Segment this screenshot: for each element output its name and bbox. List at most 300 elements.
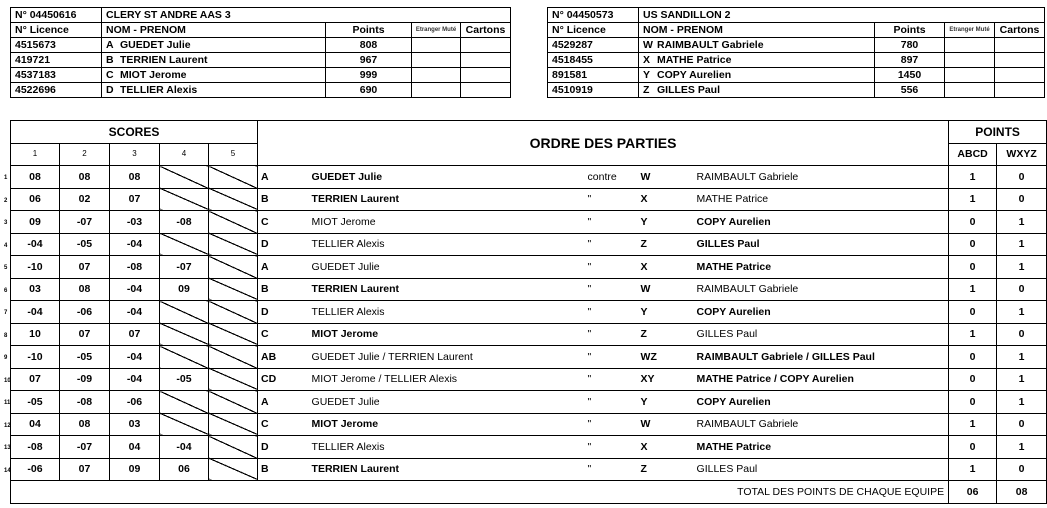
left-player-name: TELLIER Alexis	[312, 301, 588, 324]
match-row	[11, 391, 1047, 414]
match-row	[11, 458, 1047, 481]
team-left-table	[10, 7, 511, 98]
left-player-name: TERRIEN Laurent	[312, 278, 588, 301]
player-licence: 4510919	[548, 83, 639, 98]
ordre-title: ORDRE DES PARTIES	[258, 121, 949, 166]
versus-label: "	[588, 368, 641, 391]
left-player-letter: A	[258, 166, 312, 189]
set-score	[4, 278, 60, 301]
set-score: -07	[60, 211, 110, 234]
team-right-name: US SANDILLON 2	[639, 8, 1045, 23]
set-score	[4, 413, 60, 436]
points-abcd: 0	[949, 256, 997, 279]
col-name: NOM - PRENOM	[639, 23, 875, 38]
set-score: 07	[60, 256, 110, 279]
player-etranger	[945, 83, 995, 98]
empty-set-cell	[209, 323, 258, 346]
versus-label: "	[588, 301, 641, 324]
player-points: 808	[326, 38, 412, 53]
set-score	[4, 323, 60, 346]
team-right-table	[547, 7, 1045, 98]
match-row	[11, 166, 1047, 189]
player-name: GUEDET Julie	[120, 39, 191, 51]
player-points: 780	[875, 38, 945, 53]
player-etranger	[945, 53, 995, 68]
set-score: -06	[110, 391, 160, 414]
versus-label: "	[588, 256, 641, 279]
player-name-cell	[639, 68, 875, 83]
col-licence: N° Licence	[11, 23, 102, 38]
player-licence: 4537183	[11, 68, 102, 83]
match-number: 1	[4, 175, 8, 181]
player-licence: 4522696	[11, 83, 102, 98]
points-abcd: 0	[949, 391, 997, 414]
match-row	[11, 233, 1047, 256]
left-player-name: MIOT Jerome / TELLIER Alexis	[312, 368, 588, 391]
points-col-abcd: ABCD	[949, 143, 997, 166]
versus-label: "	[588, 188, 641, 211]
col-etranger: Etranger Muté	[412, 23, 461, 38]
set-score	[4, 346, 60, 369]
set-score: -06	[60, 301, 110, 324]
set-score: -04	[110, 301, 160, 324]
right-player-name: GILLES Paul	[697, 458, 949, 481]
empty-set-cell	[160, 323, 209, 346]
points-abcd: 0	[949, 233, 997, 256]
col-licence: N° Licence	[548, 23, 639, 38]
set-score: -07	[60, 436, 110, 459]
player-points: 690	[326, 83, 412, 98]
right-player-letter: Y	[641, 301, 697, 324]
player-cartons	[461, 68, 511, 83]
player-etranger	[412, 68, 461, 83]
set-score	[4, 256, 60, 279]
player-cartons	[461, 83, 511, 98]
match-number: 3	[4, 220, 8, 226]
col-points: Points	[326, 23, 412, 38]
match-row	[11, 211, 1047, 234]
points-wxyz: 1	[997, 301, 1047, 324]
left-player-name: MIOT Jerome	[312, 413, 588, 436]
empty-set-cell	[209, 368, 258, 391]
set-score-value: -10	[27, 260, 43, 273]
team-left-name: CLERY ST ANDRE AAS 3	[102, 8, 511, 23]
match-number: 8	[4, 332, 8, 339]
left-player-letter: B	[258, 188, 312, 211]
left-player-letter: D	[258, 436, 312, 459]
empty-set-cell	[209, 436, 258, 459]
set-score: 07	[110, 323, 160, 346]
set-score: 09	[160, 278, 209, 301]
empty-set-cell	[209, 391, 258, 414]
left-player-name: MIOT Jerome	[312, 211, 588, 234]
match-row	[11, 413, 1047, 436]
right-player-letter: Z	[641, 458, 697, 481]
player-name-cell	[102, 83, 326, 98]
match-number: 13	[4, 445, 11, 451]
left-player-letter: CD	[258, 368, 312, 391]
match-row	[11, 256, 1047, 279]
points-abcd: 0	[949, 436, 997, 459]
empty-set-cell	[209, 233, 258, 256]
set-col-3: 3	[110, 143, 160, 166]
player-points: 1450	[875, 68, 945, 83]
player-etranger	[945, 38, 995, 53]
right-player-name: COPY Aurelien	[697, 211, 949, 234]
match-number: 11	[4, 400, 11, 406]
player-cartons	[995, 68, 1045, 83]
right-player-letter: Y	[641, 391, 697, 414]
set-score: -05	[60, 346, 110, 369]
right-player-name: MATHE Patrice	[697, 188, 949, 211]
set-score-value: 09	[29, 215, 41, 228]
left-player-name: TERRIEN Laurent	[312, 188, 588, 211]
player-etranger	[412, 38, 461, 53]
left-player-letter: B	[258, 278, 312, 301]
set-score	[4, 166, 60, 189]
match-number: 10	[4, 377, 11, 384]
right-player-letter: X	[641, 436, 697, 459]
points-abcd: 1	[949, 413, 997, 436]
player-row	[11, 83, 511, 98]
set-score: -04	[110, 278, 160, 301]
left-player-name: GUEDET Julie / TERRIEN Laurent	[312, 346, 588, 369]
set-col-4: 4	[160, 143, 209, 166]
versus-label: "	[588, 346, 641, 369]
versus-label: "	[588, 413, 641, 436]
empty-set-cell	[209, 458, 258, 481]
empty-set-cell	[209, 188, 258, 211]
left-player-name: TELLIER Alexis	[312, 436, 588, 459]
player-cartons	[995, 38, 1045, 53]
points-wxyz: 0	[997, 278, 1047, 301]
player-letter: D	[106, 84, 114, 96]
player-licence: 4529287	[548, 38, 639, 53]
player-licence: 891581	[548, 68, 639, 83]
empty-set-cell	[209, 256, 258, 279]
match-row	[11, 346, 1047, 369]
player-licence: 4518455	[548, 53, 639, 68]
left-player-letter: C	[258, 323, 312, 346]
versus-label: "	[588, 211, 641, 234]
empty-set-cell	[209, 413, 258, 436]
player-row	[11, 53, 511, 68]
set-score: -09	[60, 368, 110, 391]
set-score-value: -10	[27, 350, 43, 363]
set-score: 07	[60, 323, 110, 346]
set-score: -08	[160, 211, 209, 234]
empty-set-cell	[160, 233, 209, 256]
left-player-letter: C	[258, 211, 312, 234]
points-wxyz: 0	[997, 458, 1047, 481]
set-score: -04	[110, 368, 160, 391]
empty-set-cell	[160, 413, 209, 436]
col-name: NOM - PRENOM	[102, 23, 326, 38]
set-score-value: 08	[29, 170, 41, 183]
versus-label: contre	[588, 166, 641, 189]
player-name-cell	[639, 83, 875, 98]
right-player-name: RAIMBAULT Gabriele / GILLES Paul	[697, 346, 949, 369]
points-abcd: 1	[949, 323, 997, 346]
set-score-value: -06	[27, 463, 43, 476]
player-row	[11, 68, 511, 83]
points-wxyz: 0	[997, 323, 1047, 346]
right-player-letter: W	[641, 166, 697, 189]
set-col-2: 2	[60, 143, 110, 166]
set-score: 06	[160, 458, 209, 481]
player-name: TELLIER Alexis	[120, 84, 198, 96]
empty-set-cell	[209, 166, 258, 189]
set-score-value: -08	[27, 440, 43, 453]
set-score	[4, 391, 60, 414]
match-number: 12	[4, 422, 11, 429]
player-letter: X	[643, 54, 651, 66]
points-wxyz: 0	[997, 166, 1047, 189]
player-cartons	[995, 53, 1045, 68]
set-score: -04	[110, 233, 160, 256]
player-name-cell	[102, 68, 326, 83]
points-abcd: 0	[949, 368, 997, 391]
points-wxyz: 1	[997, 391, 1047, 414]
right-player-name: COPY Aurelien	[697, 301, 949, 324]
player-row	[11, 38, 511, 53]
match-number: 6	[4, 287, 8, 294]
left-player-name: TELLIER Alexis	[312, 233, 588, 256]
col-cartons: Cartons	[461, 23, 511, 38]
set-score: 08	[60, 413, 110, 436]
right-player-name: RAIMBAULT Gabriele	[697, 278, 949, 301]
player-letter: W	[643, 39, 653, 51]
versus-label: "	[588, 458, 641, 481]
match-row	[11, 436, 1047, 459]
left-player-letter: D	[258, 233, 312, 256]
points-abcd: 1	[949, 278, 997, 301]
points-wxyz: 1	[997, 346, 1047, 369]
set-score	[4, 458, 60, 481]
points-abcd: 1	[949, 458, 997, 481]
player-name: TERRIEN Laurent	[120, 54, 208, 66]
left-player-letter: AB	[258, 346, 312, 369]
right-player-name: MATHE Patrice	[697, 256, 949, 279]
right-player-letter: W	[641, 278, 697, 301]
empty-set-cell	[160, 166, 209, 189]
empty-set-cell	[160, 301, 209, 324]
left-player-letter: A	[258, 256, 312, 279]
left-player-letter: B	[258, 458, 312, 481]
right-player-name: MATHE Patrice	[697, 436, 949, 459]
set-score-value: 10	[29, 328, 41, 341]
empty-set-cell	[209, 301, 258, 324]
right-player-name: MATHE Patrice / COPY Aurelien	[697, 368, 949, 391]
versus-label: "	[588, 391, 641, 414]
scores-title: SCORES	[11, 121, 258, 144]
player-row	[548, 68, 1045, 83]
match-row	[11, 323, 1047, 346]
player-row	[548, 53, 1045, 68]
empty-set-cell	[160, 391, 209, 414]
right-player-letter: Z	[641, 323, 697, 346]
scores-table	[4, 120, 1047, 504]
points-wxyz: 1	[997, 211, 1047, 234]
versus-label: "	[588, 323, 641, 346]
set-score	[4, 188, 60, 211]
points-wxyz: 1	[997, 368, 1047, 391]
left-player-name: TERRIEN Laurent	[312, 458, 588, 481]
empty-set-cell	[209, 211, 258, 234]
set-score: 04	[110, 436, 160, 459]
set-score: 02	[60, 188, 110, 211]
col-cartons: Cartons	[995, 23, 1045, 38]
set-score-value: -04	[27, 238, 43, 251]
right-player-name: GILLES Paul	[697, 233, 949, 256]
player-name: MIOT Jerome	[120, 69, 187, 81]
points-abcd: 0	[949, 211, 997, 234]
player-name-cell	[639, 38, 875, 53]
right-player-letter: X	[641, 256, 697, 279]
set-score	[4, 301, 60, 324]
set-col-5: 5	[209, 143, 258, 166]
set-score-value: 04	[29, 418, 41, 431]
points-abcd: 0	[949, 301, 997, 324]
match-number: 7	[4, 310, 8, 316]
set-score: 08	[60, 166, 110, 189]
empty-set-cell	[160, 188, 209, 211]
versus-label: "	[588, 233, 641, 256]
set-score: -07	[160, 256, 209, 279]
left-player-name: GUEDET Julie	[312, 391, 588, 414]
set-score-value: 06	[29, 193, 41, 206]
right-player-name: RAIMBAULT Gabriele	[697, 166, 949, 189]
points-abcd: 1	[949, 166, 997, 189]
right-player-letter: W	[641, 413, 697, 436]
match-row	[11, 301, 1047, 324]
player-points: 967	[326, 53, 412, 68]
player-name-cell	[102, 53, 326, 68]
player-name: MATHE Patrice	[657, 54, 732, 66]
points-wxyz: 1	[997, 256, 1047, 279]
team-left-code: N° 04450616	[11, 8, 102, 23]
points-wxyz: 1	[997, 436, 1047, 459]
left-player-name: GUEDET Julie	[312, 256, 588, 279]
versus-label: "	[588, 436, 641, 459]
set-score: 07	[110, 188, 160, 211]
right-player-name: GILLES Paul	[697, 323, 949, 346]
match-row	[11, 188, 1047, 211]
col-etranger: Etranger Muté	[945, 23, 995, 38]
empty-set-cell	[209, 346, 258, 369]
set-score: 03	[110, 413, 160, 436]
player-points: 999	[326, 68, 412, 83]
player-etranger	[412, 83, 461, 98]
player-name: RAIMBAULT Gabriele	[657, 39, 764, 51]
player-name: COPY Aurelien	[657, 69, 732, 81]
left-player-letter: D	[258, 301, 312, 324]
player-etranger	[945, 68, 995, 83]
total-abcd: 06	[949, 481, 997, 504]
left-player-name: MIOT Jerome	[312, 323, 588, 346]
set-col-1: 1	[11, 143, 60, 166]
empty-set-cell	[209, 278, 258, 301]
points-col-wxyz: WXYZ	[997, 143, 1047, 166]
player-licence: 4515673	[11, 38, 102, 53]
set-score: -03	[110, 211, 160, 234]
points-abcd: 0	[949, 346, 997, 369]
player-licence: 419721	[11, 53, 102, 68]
versus-label: "	[588, 278, 641, 301]
set-score: -05	[160, 368, 209, 391]
set-score	[4, 233, 60, 256]
player-letter: Z	[643, 84, 650, 96]
points-wxyz: 1	[997, 233, 1047, 256]
set-score	[4, 436, 60, 459]
set-score-value: -04	[27, 305, 43, 318]
left-player-name: GUEDET Julie	[312, 166, 588, 189]
player-letter: B	[106, 54, 114, 66]
player-points: 556	[875, 83, 945, 98]
left-player-letter: A	[258, 391, 312, 414]
points-wxyz: 0	[997, 413, 1047, 436]
right-player-letter: X	[641, 188, 697, 211]
match-row	[11, 278, 1047, 301]
set-score	[4, 368, 60, 391]
set-score: -08	[110, 256, 160, 279]
match-number: 2	[4, 197, 8, 204]
set-score: 08	[60, 278, 110, 301]
empty-set-cell	[160, 346, 209, 369]
player-letter: Y	[643, 69, 651, 81]
right-player-name: RAIMBAULT Gabriele	[697, 413, 949, 436]
total-wxyz: 08	[997, 481, 1047, 504]
right-player-name: COPY Aurelien	[697, 391, 949, 414]
left-player-letter: C	[258, 413, 312, 436]
set-score: 08	[110, 166, 160, 189]
points-title: POINTS	[949, 121, 1047, 144]
match-number: 9	[4, 355, 8, 361]
points-wxyz: 0	[997, 188, 1047, 211]
col-points: Points	[875, 23, 945, 38]
total-label: TOTAL DES POINTS DE CHAQUE EQUIPE	[11, 481, 949, 504]
player-name: GILLES Paul	[657, 84, 721, 96]
match-row	[11, 368, 1047, 391]
player-row	[548, 38, 1045, 53]
player-cartons	[461, 38, 511, 53]
player-name-cell	[102, 38, 326, 53]
right-player-letter: XY	[641, 368, 697, 391]
set-score: -04	[110, 346, 160, 369]
player-points: 897	[875, 53, 945, 68]
team-right-code: N° 04450573	[548, 8, 639, 23]
player-cartons	[995, 83, 1045, 98]
set-score-value: 03	[29, 283, 41, 296]
set-score: -04	[160, 436, 209, 459]
player-letter: A	[106, 39, 114, 51]
player-etranger	[412, 53, 461, 68]
set-score: 07	[60, 458, 110, 481]
points-abcd: 1	[949, 188, 997, 211]
match-number: 5	[4, 265, 8, 271]
match-number: 4	[4, 242, 8, 249]
set-score	[4, 211, 60, 234]
set-score: 09	[110, 458, 160, 481]
player-row	[548, 83, 1045, 98]
set-score: -05	[60, 233, 110, 256]
match-number: 14	[4, 467, 11, 474]
set-score-value: 07	[29, 373, 41, 386]
player-cartons	[461, 53, 511, 68]
set-score: -08	[60, 391, 110, 414]
right-player-letter: Z	[641, 233, 697, 256]
player-name-cell	[639, 53, 875, 68]
